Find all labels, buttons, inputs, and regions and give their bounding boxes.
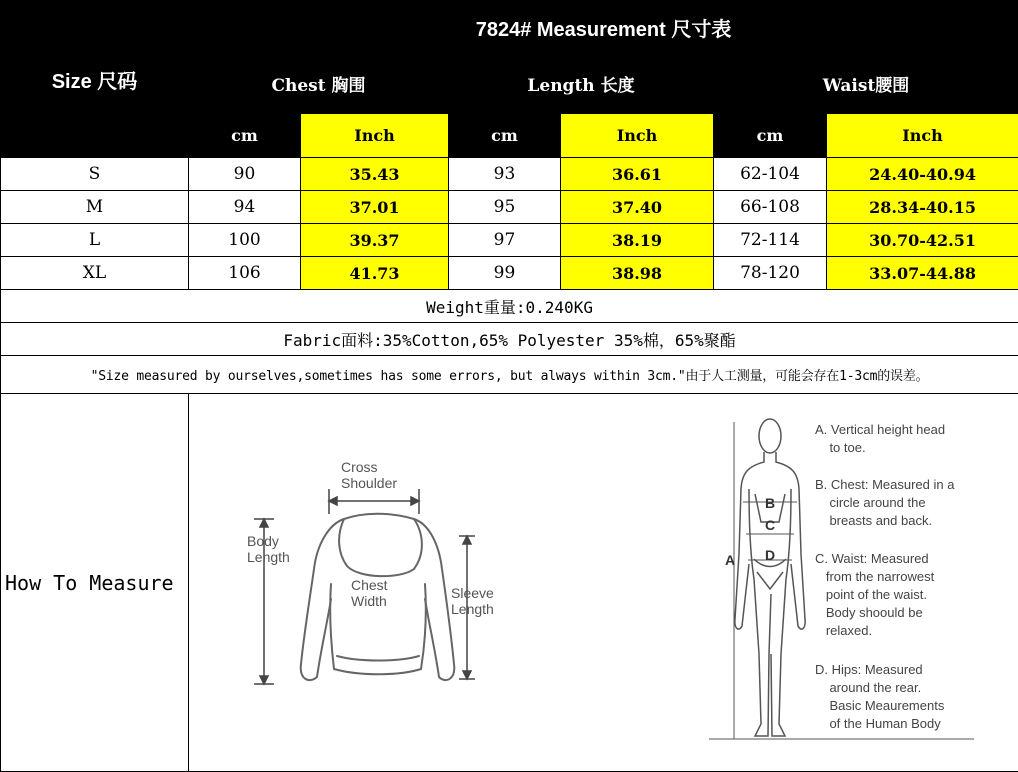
sleeve-length-label-2: Length — [451, 601, 494, 617]
how-to-measure-label: How To Measure — [1, 394, 189, 772]
length-cm-cell: 99 — [449, 257, 561, 290]
table-row — [1, 158, 1018, 191]
legend-b-1: B. Chest: Measured in a — [815, 477, 955, 492]
legend-c-1: C. Waist: Measured — [815, 551, 929, 566]
length-cm-cell: 97 — [449, 224, 561, 257]
legend-b-2: circle around the — [815, 495, 926, 510]
body-silhouette — [735, 419, 805, 736]
unit-cm-header: cm — [189, 114, 301, 158]
size-cell: S — [1, 158, 189, 191]
unit-inch-header: Inch — [301, 114, 449, 158]
size-cell: M — [1, 191, 189, 224]
legend-c-2: from the narrowest — [815, 569, 935, 584]
length-inch-cell: 38.98 — [561, 257, 714, 290]
legend-b-3: breasts and back. — [815, 513, 932, 528]
waist-cm-cell: 72-114 — [714, 224, 827, 257]
unit-cm-header: cm — [714, 114, 827, 158]
how-to-measure-figures — [189, 394, 1018, 772]
length-cm-cell: 93 — [449, 158, 561, 191]
length-inch-cell: 38.19 — [561, 224, 714, 257]
marker-c: C — [765, 517, 775, 533]
fabric-info: Fabric面料:35%Cotton,65% Polyester 35%棉，65%聚酯 — [1, 323, 1018, 356]
body-length-label-2: Length — [247, 549, 290, 565]
body-length-label-1: Body — [247, 533, 279, 549]
unit-cm-header: cm — [449, 114, 561, 158]
chart-title: 7824# Measurement 尺寸表 — [189, 1, 1018, 54]
table-row — [1, 257, 1018, 290]
waist-cm-cell: 62-104 — [714, 158, 827, 191]
chest-inch-cell: 41.73 — [301, 257, 449, 290]
legend-d-3: Basic Meaurements — [815, 698, 945, 713]
waist-inch-cell: 24.40-40.94 — [827, 158, 1018, 191]
chest-group-header: Chest 胸围 — [189, 54, 449, 114]
legend-a-1: A. Vertical height head — [815, 422, 945, 437]
chest-cm-cell: 90 — [189, 158, 301, 191]
chest-inch-cell: 35.43 — [301, 158, 449, 191]
chest-cm-cell: 106 — [189, 257, 301, 290]
waist-group-header: Waist腰围 — [714, 54, 1018, 114]
cross-label-1: Cross — [341, 459, 378, 475]
legend-a-2: to toe. — [815, 440, 866, 455]
marker-b: B — [765, 495, 775, 511]
waist-cm-cell: 78-120 — [714, 257, 827, 290]
unit-inch-header: Inch — [561, 114, 714, 158]
marker-d: D — [765, 547, 775, 563]
chest-inch-cell: 37.01 — [301, 191, 449, 224]
legend-c-4: Body shoould be — [815, 605, 923, 620]
unit-inch-header: Inch — [827, 114, 1018, 158]
size-cell: XL — [1, 257, 189, 290]
size-header: Size 尺码 — [1, 1, 189, 158]
marker-a: A — [725, 552, 735, 568]
chest-cm-cell: 100 — [189, 224, 301, 257]
measurement-note: "Size measured by ourselves,sometimes has some errors, but always within 3cm."由于人工测量，可能会存在1-3cm的误差。 — [1, 356, 1018, 394]
length-group-header: Length 长度 — [449, 54, 714, 114]
length-inch-cell: 36.61 — [561, 158, 714, 191]
legend-c-5: relaxed. — [815, 623, 872, 638]
size-cell: L — [1, 224, 189, 257]
length-cm-cell: 95 — [449, 191, 561, 224]
waist-cm-cell: 66-108 — [714, 191, 827, 224]
body-legend — [815, 422, 955, 731]
sleeve-length-label-1: Sleeve — [451, 585, 494, 601]
waist-inch-cell: 28.34-40.15 — [827, 191, 1018, 224]
measure-illustrations — [189, 394, 1017, 770]
waist-inch-cell: 33.07-44.88 — [827, 257, 1018, 290]
legend-c-3: point of the waist. — [815, 587, 927, 602]
length-inch-cell: 37.40 — [561, 191, 714, 224]
weight-info: Weight重量:0.240KG — [1, 290, 1018, 323]
cross-shoulder-arrow — [329, 489, 419, 514]
chest-width-label-2: Width — [351, 593, 387, 609]
legend-d-4: of the Human Body — [815, 716, 941, 731]
chest-cm-cell: 94 — [189, 191, 301, 224]
chest-width-label-1: Chest — [351, 577, 388, 593]
legend-d-2: around the rear. — [815, 680, 921, 695]
table-row — [1, 191, 1018, 224]
table-row — [1, 224, 1018, 257]
legend-d-1: D. Hips: Measured — [815, 662, 923, 677]
cross-label-2: Shoulder — [341, 475, 397, 491]
chest-inch-cell: 39.37 — [301, 224, 449, 257]
waist-inch-cell: 30.70-42.51 — [827, 224, 1018, 257]
